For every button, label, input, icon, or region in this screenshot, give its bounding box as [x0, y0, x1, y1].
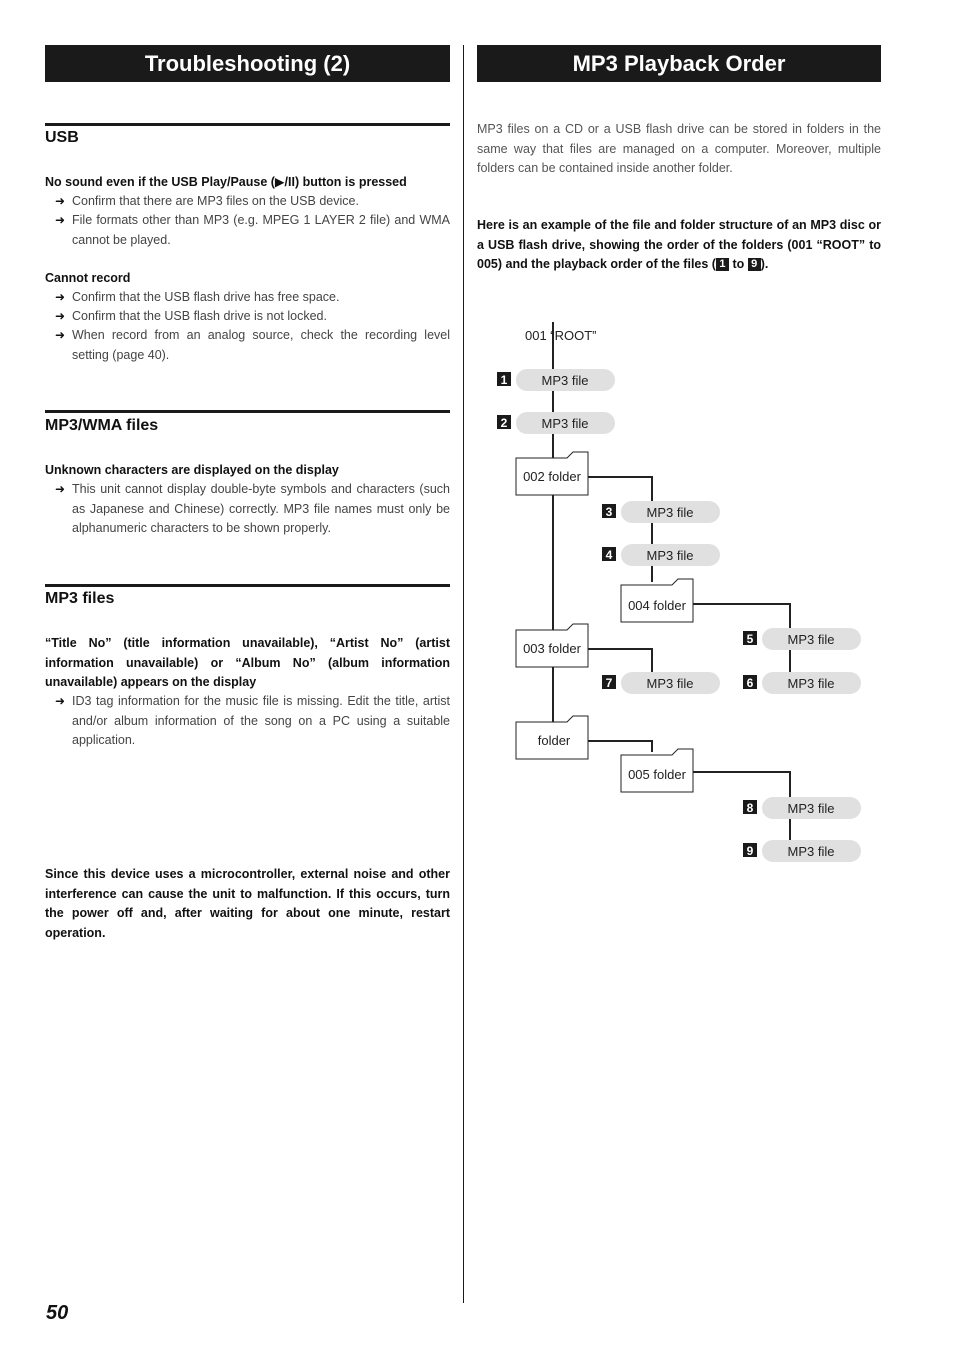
mp3-answer-1-text: ID3 tag information for the music file is missing. Edit the title, artist and/or album information of the song on a PC using a suitable application.: [72, 694, 450, 747]
mp3-heading: MP3 files: [45, 590, 115, 607]
usb-question-no-sound: No sound even if the USB Play/Pause (▶/II) button is pressed: [45, 175, 407, 189]
folder-003-label: 003 folder: [523, 641, 581, 656]
file-7: [602, 672, 720, 694]
file-9-label: MP3 file: [787, 844, 835, 859]
number-badge-6-text: 6: [746, 676, 754, 690]
root-folder-label: 001 “ROOT”: [525, 328, 597, 343]
example-joiner: to: [732, 257, 745, 271]
number-badge-7-text: 7: [605, 676, 613, 690]
number-badge-9-text: 9: [746, 844, 754, 858]
file-2-label: MP3 file: [541, 416, 589, 431]
record-answer-2-text: Confirm that the USB flash drive is not locked.: [72, 309, 327, 323]
record-answer-1-text: Confirm that the USB flash drive has free space.: [72, 290, 340, 304]
usb-answer-1-text: Confirm that there are MP3 files on the USB device.: [72, 194, 359, 208]
example-text: Here is an example of the file and folder structure of an MP3 disc or a USB flash drive, showing the order of the folders (001 “ROOT” to 005) and the playback order of the files (: [477, 218, 881, 271]
file-3: [602, 501, 720, 523]
file-5-label: MP3 file: [787, 632, 835, 647]
folder-004: [621, 579, 693, 622]
wma-heading: MP3/WMA files: [45, 417, 159, 434]
file-7-label: MP3 file: [646, 676, 694, 691]
usb-question-cannot-record: Cannot record: [45, 271, 131, 285]
folder-004-label: 004 folder: [628, 598, 686, 613]
file-8: [743, 797, 861, 819]
file-2: [497, 412, 615, 434]
file-9: [743, 840, 861, 862]
file-1: [497, 369, 615, 391]
folder-005-label: 005 folder: [628, 767, 686, 782]
file-4-label: MP3 file: [646, 548, 694, 563]
mp3-question-title-no: “Title No” (title information unavailable), “Artist No” (artist information unavailable) or “Album No” (album information unavailable) appears on the display: [45, 636, 450, 689]
page-number: 50: [46, 1302, 69, 1324]
wma-answer-1-text: This unit cannot display double-byte symbols and characters (such as Japanese and Chinese) correctly. MP3 file names must only be alphanumeric characters to be shown properly.: [72, 482, 450, 535]
folder-002-label: 002 folder: [523, 469, 581, 484]
file-1-label: MP3 file: [541, 373, 589, 388]
arrow-icon: ➜: [55, 290, 66, 304]
number-badge-8-text: 8: [746, 801, 754, 815]
arrow-icon: ➜: [55, 328, 66, 342]
folder-002: [516, 452, 588, 495]
folder-plain: [516, 716, 588, 759]
usb-heading: USB: [45, 129, 79, 146]
number-badge-2-text: 2: [500, 416, 508, 430]
record-answer-3-text: When record from an analog source, check the recording level setting (page 40).: [72, 328, 450, 362]
left-title-banner: Troubleshooting (2): [45, 45, 450, 82]
number-badge-3-text: 3: [605, 505, 613, 519]
file-6-label: MP3 file: [787, 676, 835, 691]
file-8-label: MP3 file: [787, 801, 835, 816]
arrow-icon: ➜: [55, 309, 66, 323]
number-badge-1-text: 1: [500, 373, 508, 387]
example-end: ).: [760, 257, 769, 271]
folder-003: [516, 624, 588, 667]
usb-answer-2-text: File formats other than MP3 (e.g. MPEG 1 LAYER 2 file) and WMA cannot be played.: [72, 213, 450, 247]
folder-plain-label: folder: [537, 733, 571, 748]
arrow-icon: ➜: [55, 482, 66, 496]
number-badge-first: 1: [716, 258, 729, 271]
file-6: [743, 672, 861, 694]
arrow-icon: ➜: [55, 694, 66, 708]
file-5: [743, 628, 861, 650]
interference-notice: Since this device uses a microcontroller, external noise and other interference can cause the unit to malfunction. If this occurs, turn the power off and, after waiting for about one minute, restart operation.: [45, 867, 450, 940]
number-badge-last: 9: [748, 258, 761, 271]
file-3-label: MP3 file: [646, 505, 694, 520]
file-4: [602, 544, 720, 566]
number-badge-4-text: 4: [605, 548, 613, 562]
arrow-icon: ➜: [55, 194, 66, 208]
wma-question-unknown-characters: Unknown characters are displayed on the display: [45, 463, 339, 477]
intro-paragraph: MP3 files on a CD or a USB flash drive can be stored in folders in the same way that files are managed on a computer. Moreover, multiple folders can be contained inside another folder.: [477, 122, 881, 175]
right-title-banner: MP3 Playback Order: [477, 45, 881, 82]
arrow-icon: ➜: [55, 213, 66, 227]
folder-005: [621, 749, 693, 792]
number-badge-5-text: 5: [746, 632, 754, 646]
